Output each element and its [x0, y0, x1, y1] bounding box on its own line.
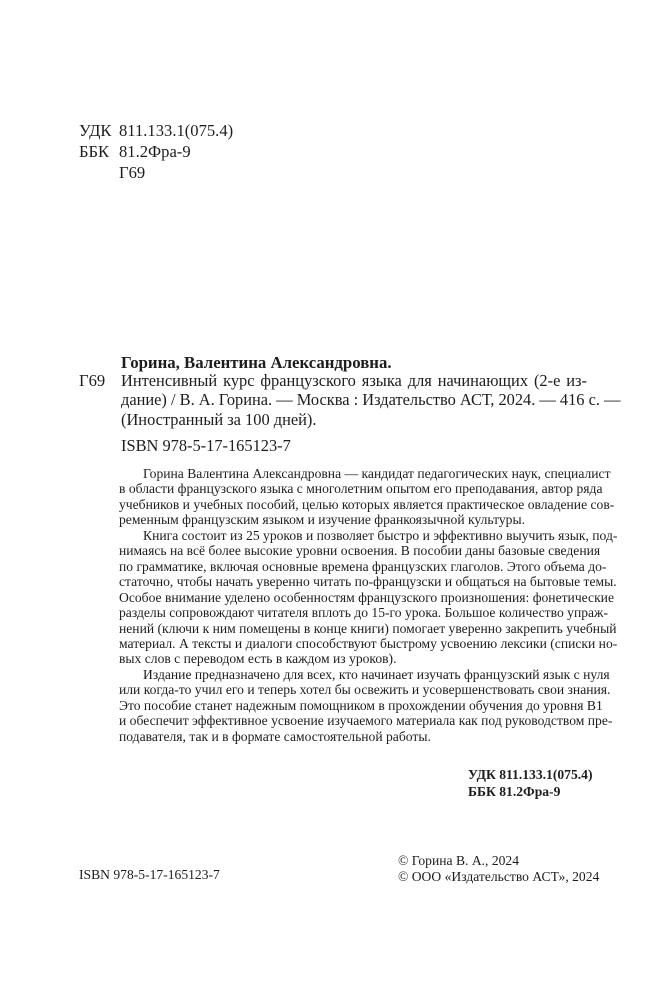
copyright-publisher: © ООО «Издательство АСТ», 2024	[398, 869, 600, 884]
udk-bold: УДК 811.133.1(075.4)	[468, 767, 593, 782]
annotation-line: вых слов с переводом есть в каждом из уроков).	[119, 651, 397, 667]
annotation-line: нений (ключи к ним помещены в конце книги) помогает уверенно закрепить учебный	[119, 620, 617, 636]
bbk-line	[79, 142, 191, 162]
annotation-line: учебников и учебных пособий, целью которых является практическое овладение сов-	[119, 496, 615, 512]
annotation	[119, 466, 618, 744]
annotation-line: или когда-то учил его и теперь хотел бы освежить и усовершенствовать свои знания.	[119, 682, 611, 698]
author-sign-entry: Г69	[79, 371, 106, 390]
isbn-entry: ISBN 978-5-17-165123-7	[121, 436, 291, 455]
author-heading: Горина, Валентина Александровна.	[121, 353, 392, 372]
bibliographic-description	[121, 371, 621, 429]
bbk-value: 81.2Фра-9	[119, 142, 191, 161]
udk-label: УДК	[79, 121, 112, 140]
author-sign: Г69	[119, 163, 146, 182]
annotation-line: Особое внимание уделено особенностям французского произношения: фонетические	[119, 589, 614, 605]
annotation-line: по грамматике, включая основные времена французских глаголов. Этого объема до-	[119, 558, 607, 574]
bib-line: дание) / В. А. Горина. — Москва : Издательство АСТ, 2024. — 416 с. —	[121, 390, 621, 410]
annotation-line: Это пособие станет надежным помощником в прохождении обучения до уровня B1	[119, 697, 603, 713]
annotation-line: разделы сопровождают читателя вплоть до 15-го урока. Большое количество упраж-	[119, 605, 608, 621]
annotation-line: подавателя, так и в формате самостоятельной работы.	[119, 728, 431, 744]
annotation-line: Издание предназначено для всех, кто начинает изучать французский язык с нуля	[143, 666, 610, 682]
annotation-line: материал. А тексты и диалоги способствуют быстрому усвоению лексики (списки но-	[119, 635, 618, 651]
annotation-line: и обеспечит эффективное усвоение изучаемого материала как под руководством пре-	[119, 713, 613, 729]
copyright-author: © Горина В. А., 2024	[398, 853, 520, 868]
annotation-line: статочно, чтобы начать уверенно читать по-французски и общаться на бытовые темы.	[119, 574, 617, 590]
isbn-footer: ISBN 978-5-17-165123-7	[79, 867, 220, 882]
udk-line	[79, 121, 233, 141]
bib-line: Интенсивный курс французского языка для начинающих (2-е из-	[121, 371, 587, 390]
udk-value: 811.133.1(075.4)	[119, 121, 234, 140]
annotation-line: нимаясь на всё более высокие уровни освоения. В пособии даны базовые сведения	[119, 543, 601, 559]
annotation-line: Горина Валентина Александровна — кандидат педагогических наук, специалист	[143, 466, 611, 481]
bib-line: (Иностранный за 100 дней).	[121, 409, 317, 429]
annotation-line: в области французского языка с многолетним опытом его преподавания, автор ряда	[119, 481, 603, 497]
bbk-bold: ББК 81.2Фра-9	[468, 784, 561, 799]
bbk-label: ББК	[79, 142, 110, 161]
annotation-line: ременным французским языком и изучение франкоязычной культуры.	[119, 512, 525, 528]
annotation-line: Книга состоит из 25 уроков и позволяет быстро и эффективно выучить язык, под-	[143, 527, 618, 543]
